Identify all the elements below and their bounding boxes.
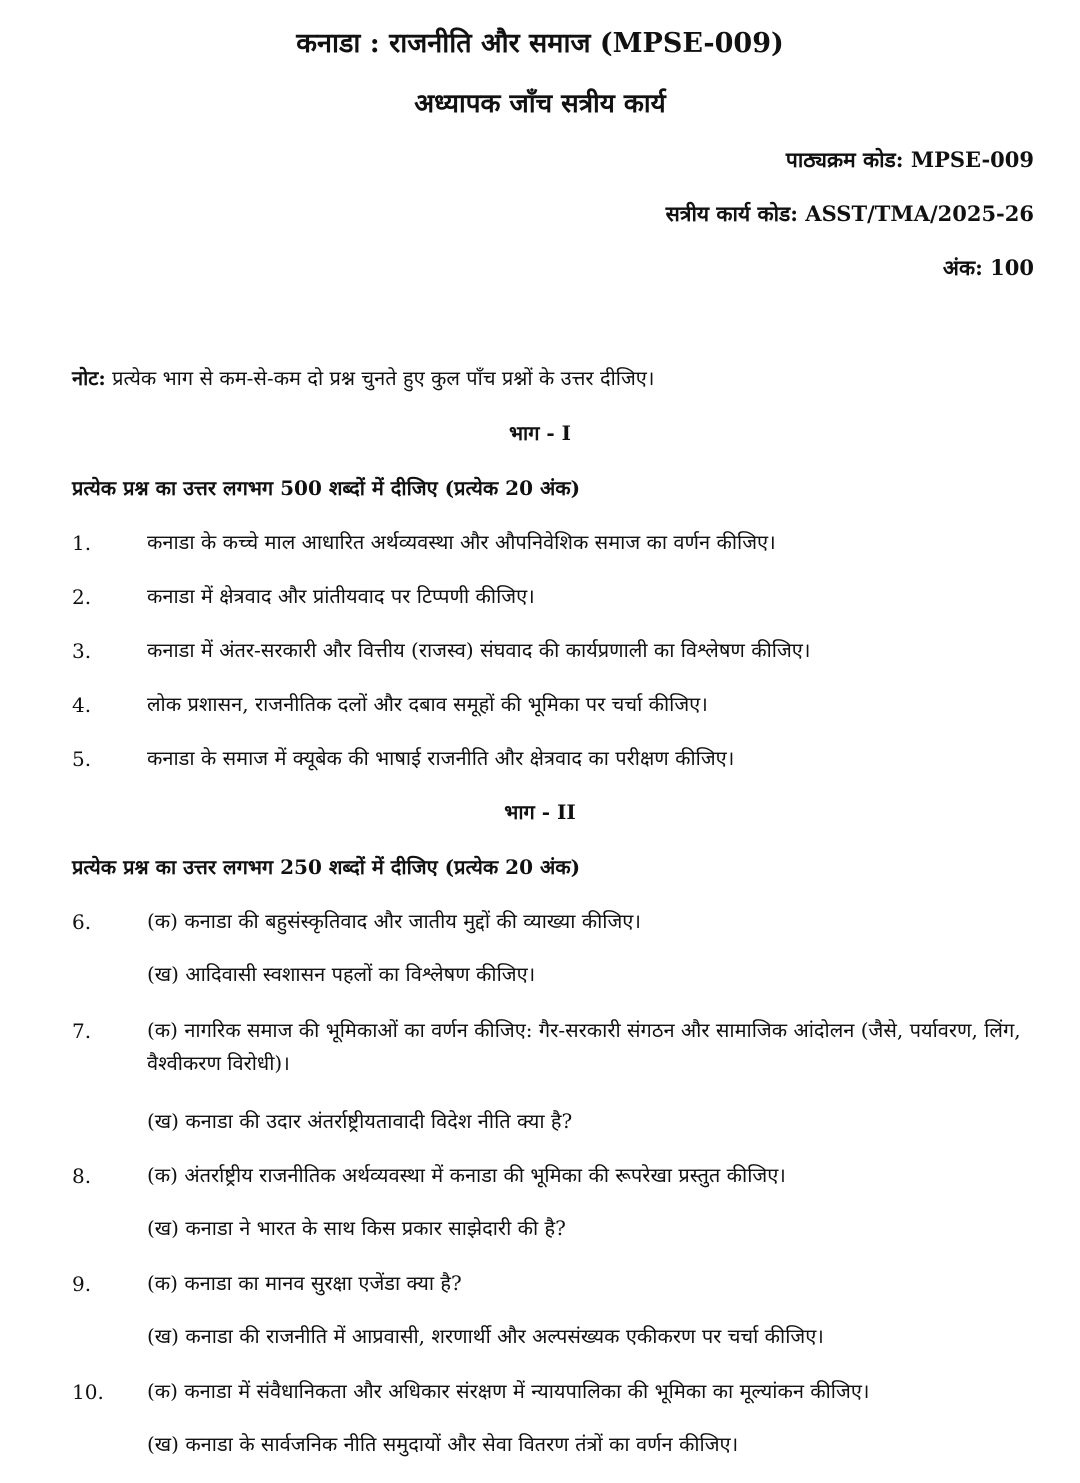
question-number: 2. [72,585,92,609]
note-text: प्रत्येक भाग से कम-से-कम दो प्रश्न चुनते हुए कुल पाँच प्रश्नों के उत्तर दीजिए। [105,366,655,390]
question-text: कनाडा में क्षेत्रवाद और प्रांतीयवाद पर टिप्पणी कीजिए। [147,584,535,608]
question-part-a: (क) अंतर्राष्ट्रीय राजनीतिक अर्थव्यवस्था में कनाडा की भूमिका की रूपरेखा प्रस्तुत कीजिए। [147,1163,786,1187]
question-number: 4. [72,693,92,717]
question-text: कनाडा में अंतर-सरकारी और वित्तीय (राजस्व) संघवाद की कार्यप्रणाली का विश्लेषण कीजिए। [147,638,811,662]
question-number: 8. [72,1164,92,1188]
note [72,362,654,394]
document-subtitle: अध्यापक जाँच सत्रीय कार्य [414,89,666,119]
part-1-heading: भाग - I [508,421,572,445]
question-number: 9. [72,1272,92,1296]
question-number: 1. [72,531,92,555]
question-part-a: (क) कनाडा की बहुसंस्कृतिवाद और जातीय मुद्दों की व्याख्या कीजिए। [147,909,641,933]
part-2-heading: भाग - II [504,800,576,824]
question-text: लोक प्रशासन, राजनीतिक दलों और दबाव समूहों की भूमिका पर चर्चा कीजिए। [147,692,708,716]
part-2-instruction: प्रत्येक प्रश्न का उत्तर लगभग 250 शब्दों में दीजिए (प्रत्येक 20 अंक) [72,855,581,879]
question-part-b: (ख) कनाडा ने भारत के साथ किस प्रकार साझेदारी की है? [147,1216,566,1240]
question-text: कनाडा के समाज में क्यूबेक की भाषाई राजनीति और क्षेत्रवाद का परीक्षण कीजिए। [147,746,735,770]
note-label: नोट: [72,366,106,390]
question-number: 7. [72,1019,92,1043]
question-text: कनाडा के कच्चे माल आधारित अर्थव्यवस्था और औपनिवेशिक समाज का वर्णन कीजिए। [147,530,776,554]
question-part-b: (ख) कनाडा की राजनीति में आप्रवासी, शरणार्थी और अल्पसंख्यक एकीकरण पर चर्चा कीजिए। [147,1324,824,1348]
document-title: कनाडा : राजनीति और समाज (MPSE-009) [296,28,784,59]
part-1-instruction: प्रत्येक प्रश्न का उत्तर लगभग 500 शब्दों में दीजिए (प्रत्येक 20 अंक) [72,476,581,500]
question-part-b: (ख) कनाडा की उदार अंतर्राष्ट्रीयतावादी विदेश नीति क्या है? [147,1109,573,1133]
question-part-a: (क) कनाडा में संवैधानिकता और अधिकार संरक्षण में न्यायपालिका की भूमिका का मूल्यांकन कीजिए। [147,1379,870,1403]
question-part-b: (ख) आदिवासी स्वशासन पहलों का विश्लेषण कीजिए। [147,962,536,986]
question-part-b: (ख) कनाडा के सार्वजनिक नीति समुदायों और सेवा वितरण तंत्रों का वर्णन कीजिए। [147,1432,739,1456]
question-part-a: (क) नागरिक समाज की भूमिकाओं का वर्णन कीजिए: गैर-सरकारी संगठन और सामाजिक आंदोलन (जैसे, पर्यावरण, लिंग, वैश्वीकरण विरोधी)। [147,1018,1021,1075]
question-number: 6. [72,910,92,934]
question-number: 3. [72,639,92,663]
total-marks: अंक: 100 [942,255,1034,280]
question-part-a: (क) कनाडा का मानव सुरक्षा एजेंडा क्या है? [147,1271,462,1295]
assignment-code: सत्रीय कार्य कोड: ASST/TMA/2025-26 [665,201,1034,226]
question-number: 10. [72,1380,104,1404]
course-code: पाठ्यक्रम कोड: MPSE-009 [785,147,1034,172]
question-number: 5. [72,747,92,771]
